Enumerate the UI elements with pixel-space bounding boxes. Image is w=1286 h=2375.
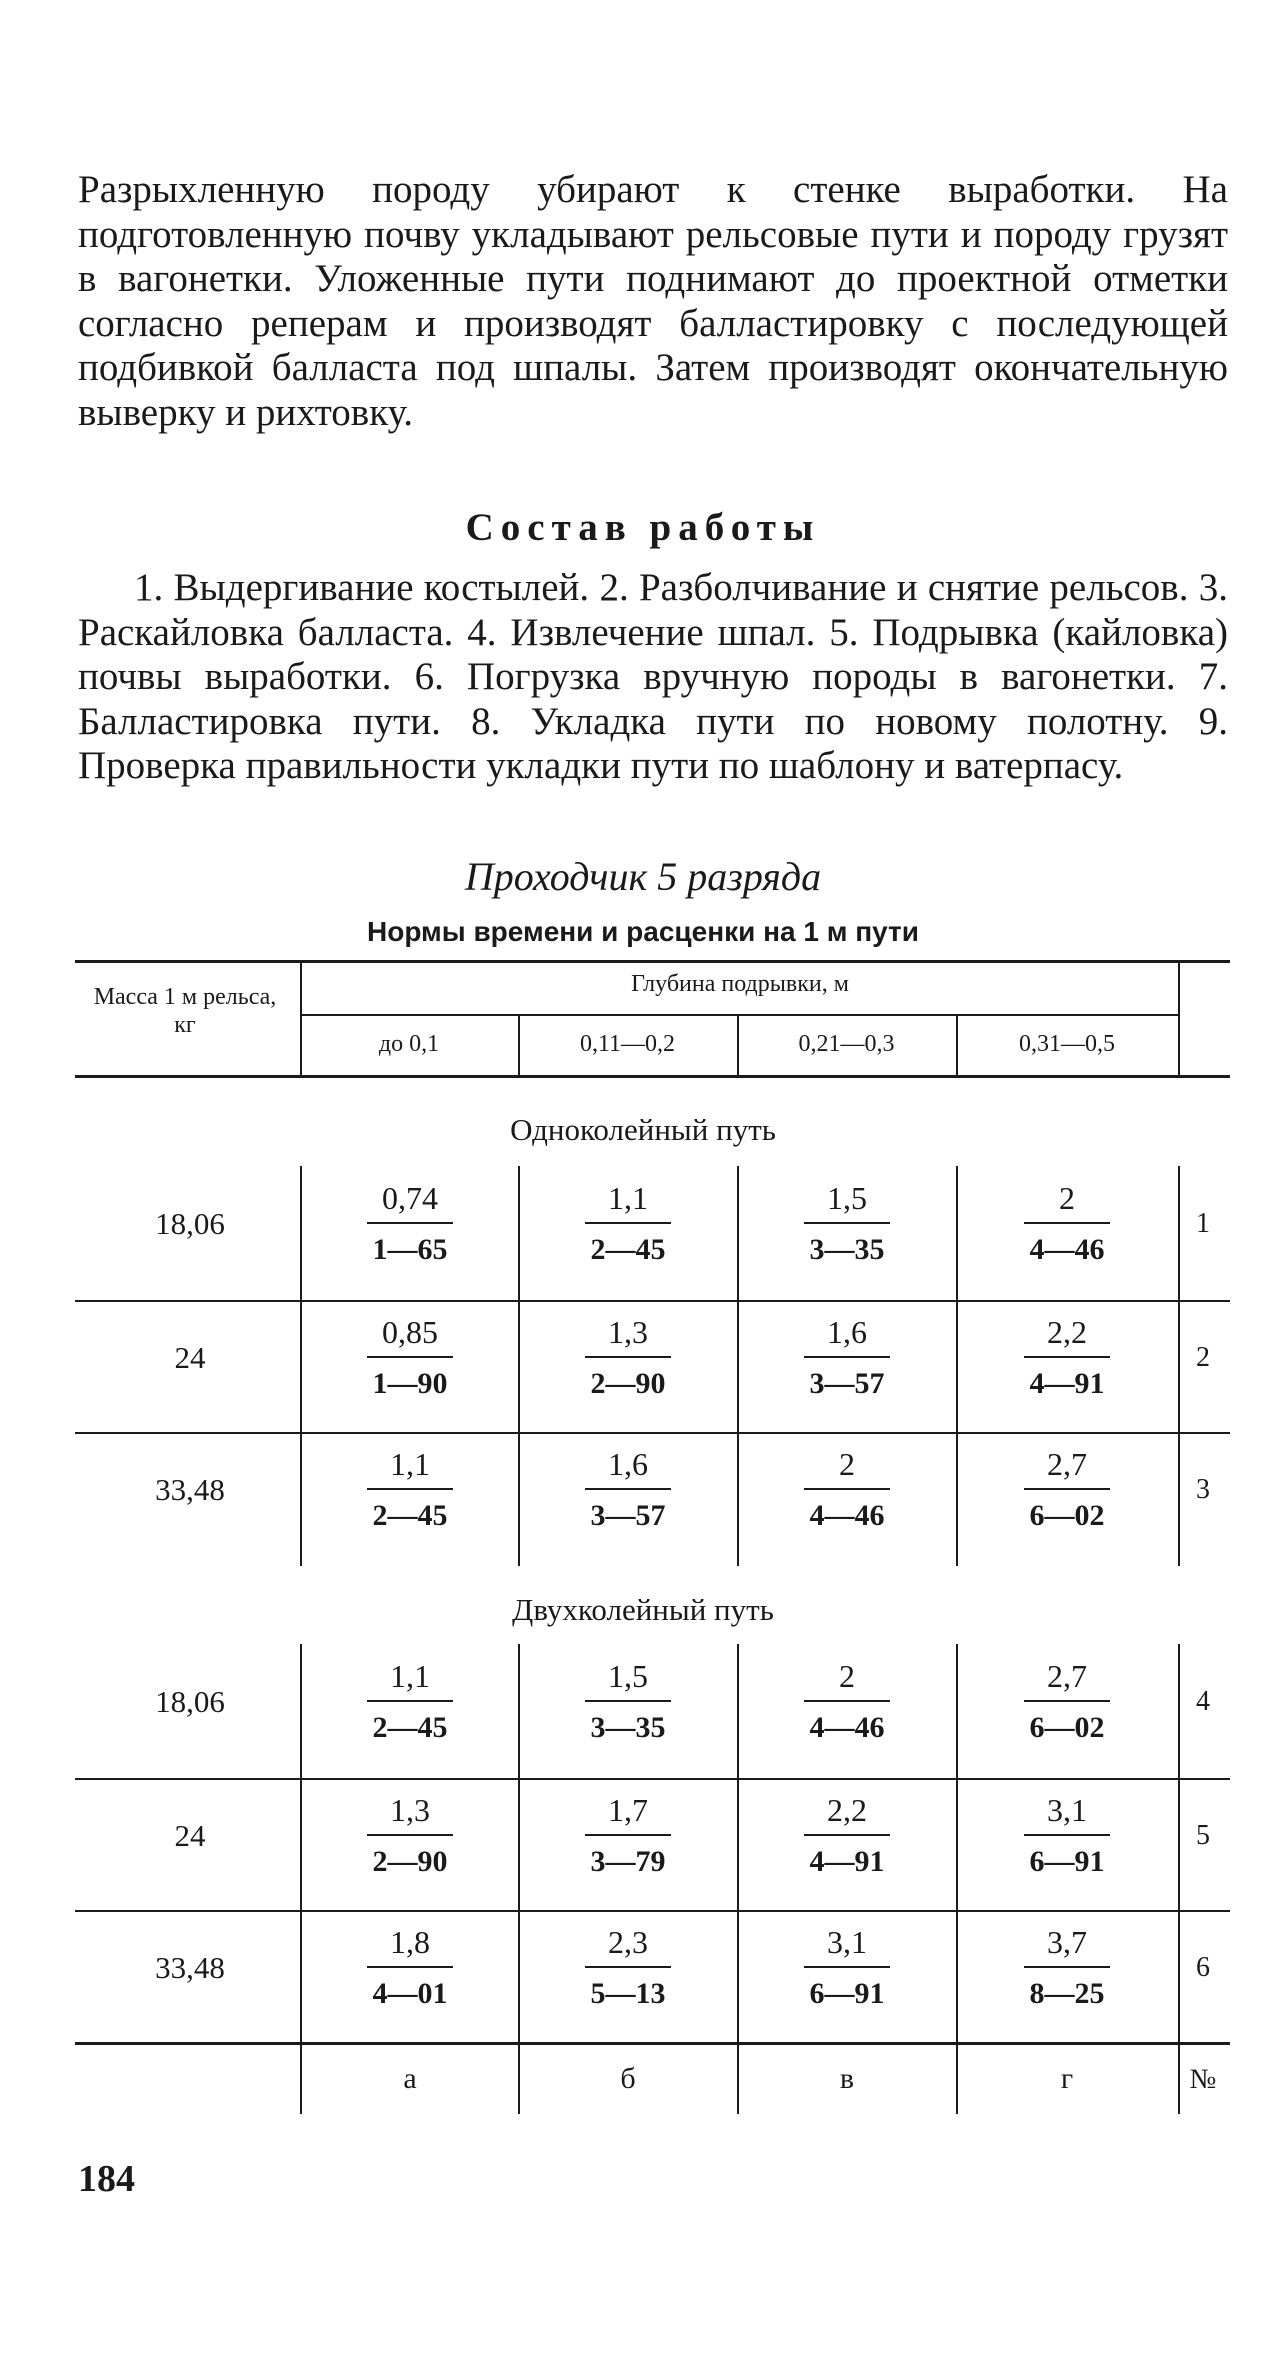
fraction-bar: [1024, 1834, 1110, 1836]
time-norm: 2: [839, 1446, 855, 1482]
column-letter: в: [839, 2062, 855, 2095]
price-rate: 3—57: [590, 1499, 666, 1532]
worker-grade: Проходчик 5 разряда: [464, 854, 822, 899]
table-cell: [548, 1658, 708, 1746]
col-divider: [956, 1644, 958, 2114]
price-rate: 2—45: [590, 1233, 666, 1266]
price-rate: 3—79: [590, 1845, 666, 1878]
time-norm: 1,3: [608, 1314, 648, 1350]
price-rate: 3—35: [809, 1233, 885, 1266]
price-rate: 2—45: [372, 1711, 448, 1744]
fraction-bar: [585, 1222, 671, 1224]
fraction-bar: [367, 1222, 453, 1224]
table-cell: [330, 1924, 490, 2012]
table-cell: [987, 1924, 1147, 2012]
fraction-bar: [1024, 1700, 1110, 1702]
depth-col-d: 0,31—0,5: [1019, 1031, 1115, 1057]
time-norm: 1,6: [827, 1314, 867, 1350]
fraction-bar: [804, 1966, 890, 1968]
price-rate: 6—91: [1029, 1845, 1105, 1878]
table-cell: [987, 1792, 1147, 1880]
price-rate: 6—91: [809, 1977, 885, 2010]
table-title: Нормы времени и расценки на 1 м пути: [367, 916, 919, 947]
row-rule: [75, 1910, 1230, 1912]
column-letter: а: [403, 2062, 417, 2095]
price-rate: 4—46: [809, 1711, 885, 1744]
row-number: 4: [1196, 1686, 1210, 1717]
row-mass: 18,06: [155, 1206, 225, 1241]
price-rate: 3—35: [590, 1711, 666, 1744]
depth-col-a: до 0,1: [378, 1031, 440, 1057]
price-rate: 2—90: [590, 1367, 666, 1400]
fraction-bar: [367, 1356, 453, 1358]
row-mass: 18,06: [155, 1684, 225, 1719]
time-norm: 0,85: [382, 1314, 438, 1350]
row-number: 3: [1196, 1474, 1210, 1505]
row-mass: 33,48: [155, 1472, 225, 1507]
table-cell: [548, 1792, 708, 1880]
price-rate: 8—25: [1029, 1977, 1105, 2010]
time-norm: 2,2: [1047, 1314, 1087, 1350]
fraction-bar: [367, 1966, 453, 1968]
row-rule: [75, 1778, 1230, 1780]
price-rate: 4—46: [809, 1499, 885, 1532]
table-cell: [767, 1314, 927, 1402]
row-rule: [75, 1432, 1230, 1434]
row-number: 2: [1196, 1342, 1210, 1373]
section-title-single-track: Одноколейный путь: [510, 1112, 776, 1147]
row-mass: 24: [174, 1340, 206, 1375]
price-rate: 1—90: [372, 1367, 448, 1400]
fraction-bar: [804, 1700, 890, 1702]
table-cell: [767, 1658, 927, 1746]
price-rate: 4—91: [1029, 1367, 1105, 1400]
col-divider: [518, 1166, 520, 1566]
rows-bottom-rule: [75, 2042, 1230, 2045]
table-cell: [330, 1314, 490, 1402]
table-cell: [987, 1446, 1147, 1534]
work-heading: Состав работы: [465, 506, 821, 549]
price-rate: 2—90: [372, 1845, 448, 1878]
table-cell: [548, 1180, 708, 1268]
price-rate: 6—02: [1029, 1499, 1105, 1532]
fraction-bar: [367, 1700, 453, 1702]
time-norm: 3,1: [1047, 1792, 1087, 1828]
price-rate: 4—46: [1029, 1233, 1105, 1266]
col-divider: [737, 1166, 739, 1566]
time-norm: 2: [1059, 1180, 1075, 1216]
depth-header-rule: [300, 1014, 1180, 1016]
table-cell: [767, 1446, 927, 1534]
time-norm: 1,8: [390, 1924, 430, 1960]
fraction-bar: [585, 1488, 671, 1490]
column-letter: г: [1060, 2062, 1074, 2095]
row-mass: 24: [174, 1818, 206, 1853]
table-cell: [330, 1180, 490, 1268]
fraction-bar: [585, 1834, 671, 1836]
time-norm: 2,2: [827, 1792, 867, 1828]
time-norm: 1,3: [390, 1792, 430, 1828]
depth-col-c: 0,21—0,3: [798, 1031, 895, 1057]
price-rate: 2—45: [372, 1499, 448, 1532]
page-number: 184: [78, 2158, 135, 2200]
price-rate: 5—13: [590, 1977, 666, 2010]
table-cell: [767, 1924, 927, 2012]
time-norm: 1,5: [827, 1180, 867, 1216]
fraction-bar: [585, 1966, 671, 1968]
fraction-bar: [367, 1488, 453, 1490]
col-divider: [956, 1166, 958, 1566]
table-cell: [330, 1792, 490, 1880]
time-norm: 2,7: [1047, 1658, 1087, 1694]
price-rate: 6—02: [1029, 1711, 1105, 1744]
time-norm: 3,1: [827, 1924, 867, 1960]
table-cell: [767, 1792, 927, 1880]
table-cell: [548, 1446, 708, 1534]
table-cell: [548, 1314, 708, 1402]
time-norm: 2,3: [608, 1924, 648, 1960]
row-mass: 33,48: [155, 1950, 225, 1985]
work-composition-paragraph: 1. Выдергивание костылей. 2. Разболчивание и снятие рельсов. 3. Раскайловка балласта. 4. Извлечение шпал. 5. Подрывка (кайловка) почвы выработки. 6. Погрузка вручную породы в вагонетки. 7. Балластировка пути. 8. Укладка пути по новому полотну. 9. Проверка правильности укладки пути по шаблону и ватерпасу.: [78, 566, 1228, 787]
table-cell: [987, 1658, 1147, 1746]
fraction-bar: [1024, 1966, 1110, 1968]
fraction-bar: [585, 1700, 671, 1702]
time-norm: 1,6: [608, 1446, 648, 1482]
col-divider: [1178, 1644, 1180, 2114]
col-divider: [300, 1166, 302, 1566]
time-norm: 2: [839, 1658, 855, 1694]
section-title-double-track: Двухколейный путь: [512, 1592, 774, 1627]
table-cell: [987, 1314, 1147, 1402]
row-number: 6: [1196, 1952, 1210, 1983]
col-divider: [737, 1644, 739, 2114]
time-norm: 1,7: [608, 1792, 648, 1828]
table-cell: [548, 1924, 708, 2012]
price-rate: 4—91: [809, 1845, 885, 1878]
time-norm: 1,1: [390, 1658, 430, 1694]
fraction-bar: [1024, 1356, 1110, 1358]
header-bottom-rule: [75, 1075, 1230, 1078]
fraction-bar: [585, 1356, 671, 1358]
fraction-bar: [367, 1834, 453, 1836]
depth-col-b: 0,11—0,2: [579, 1031, 676, 1057]
time-norm: 0,74: [382, 1180, 438, 1216]
time-norm: 1,5: [608, 1658, 648, 1694]
price-rate: 4—01: [372, 1977, 448, 2010]
table-cell: [330, 1658, 490, 1746]
depth-header: Глубина подрывки, м: [631, 971, 849, 997]
row-number: 5: [1196, 1820, 1210, 1851]
price-rate: 1—65: [372, 1233, 448, 1266]
table-cell: [330, 1446, 490, 1534]
number-label: №: [1189, 2064, 1217, 2095]
col-divider: [1178, 1166, 1180, 1566]
fraction-bar: [804, 1834, 890, 1836]
fraction-bar: [1024, 1488, 1110, 1490]
time-norm: 3,7: [1047, 1924, 1087, 1960]
column-letter: б: [620, 2062, 636, 2095]
fraction-bar: [804, 1356, 890, 1358]
fraction-bar: [804, 1222, 890, 1224]
col-divider: [518, 1644, 520, 2114]
time-norm: 2,7: [1047, 1446, 1087, 1482]
table-top-rule: [75, 960, 1230, 963]
table-cell: [987, 1180, 1147, 1268]
row-number: 1: [1196, 1208, 1210, 1239]
fraction-bar: [1024, 1222, 1110, 1224]
col-divider: [300, 1644, 302, 2114]
intro-paragraph: Разрыхленную породу убирают к стенке выработки. На подготовленную почву укладывают рельсовые пути и породу грузят в вагонетки. Уложенные пути поднимают до проектной отметки согласно реперам и производят балластировку с последующей подбивкой балласта под шпалы. Затем производят окончательную выверку и рихтовку.: [78, 168, 1228, 434]
time-norm: 1,1: [608, 1180, 648, 1216]
fraction-bar: [804, 1488, 890, 1490]
table-cell: [767, 1180, 927, 1268]
price-rate: 3—57: [809, 1367, 885, 1400]
row-rule: [75, 1300, 1230, 1302]
time-norm: 1,1: [390, 1446, 430, 1482]
mass-header: Масса 1 м рельса, кг: [93, 984, 277, 1038]
